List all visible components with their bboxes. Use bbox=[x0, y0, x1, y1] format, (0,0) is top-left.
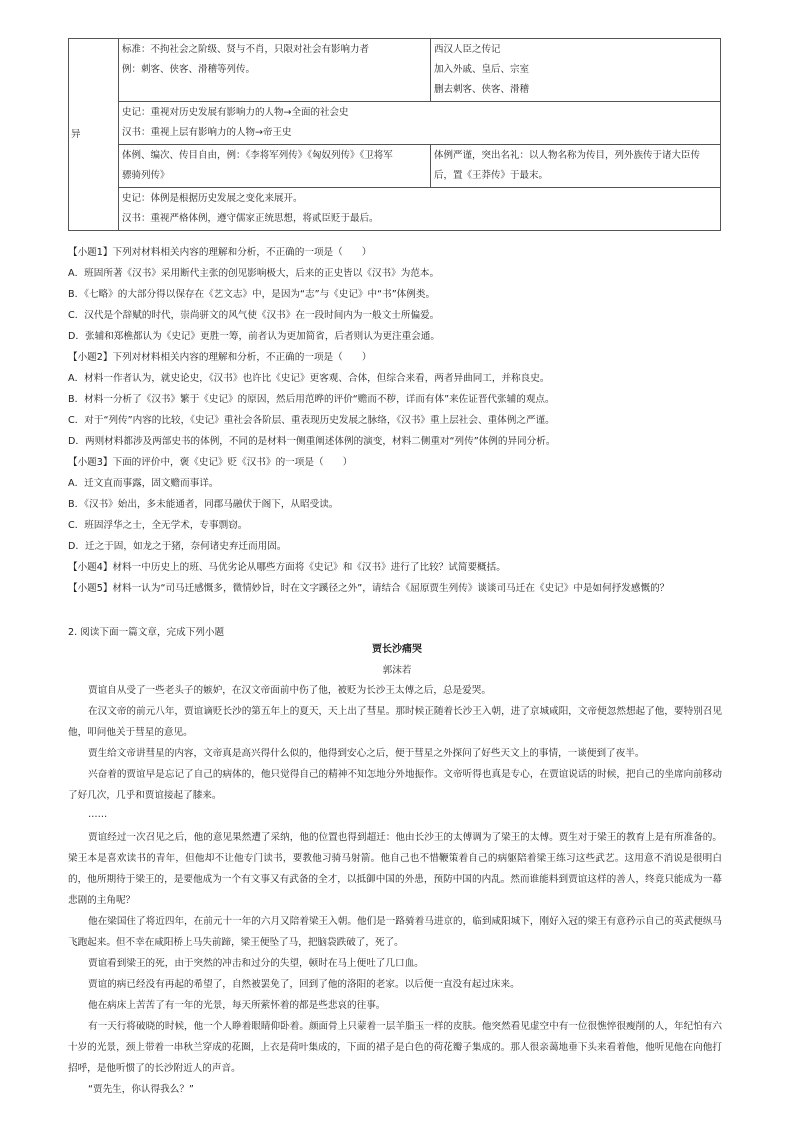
option-line: A．班固所著《汉书》采用断代主张的创见影响极大，后来的正史皆以《汉书》为范本。 bbox=[68, 268, 440, 279]
paragraph: 贾谊经过一次召见之后，他的意见果然遭了采纳，他的位置也得到超迁：他由长沙王的太傅调为了梁王的太傅。贾生对于梁王的教育上是有所准备的。梁王本是喜欢读书的青年，但他却不让他专门读书，要教他习骑马射箭。他自己也不惜鞭策着自己的病躯陪着梁王练习这些武艺。这用意不消说是很明白的，他所期待于梁王的，是要他成为一个有文事又有武备的全才，以抵御中国的外患，预防中国的内乱。然而谁能料到贾谊这样的善人，终竟只能成为一幕悲剧的主角呢？ bbox=[68, 832, 722, 906]
option-line: D．两则材料都涉及两部史书的体例，不同的是材料一侧重阐述体例的演变，材料二侧重对“列传”体例的异同分析。 bbox=[68, 436, 556, 447]
option-line: C．对于“列传”内容的比较，《史记》重社会各阶层、重表现历史发展之脉络，《汉书》重上层社会、重体例之严谨。 bbox=[68, 415, 555, 426]
paragraph: 兴奋着的贾谊早是忘记了自己的病体的，他只觉得自己的精神不知怎地分外地振作。文帝听得也真是专心，在贾谊说话的时候，把自己的坐席向前移动了好几次，几乎和贾谊接起了膝来。 bbox=[68, 769, 722, 801]
table-row bbox=[69, 39, 721, 102]
paragraph: 贾谊自从受了一些老头子的嫉妒，在汉文帝面前中伤了他，被贬为长沙王太傅之后，总是爱哭。 bbox=[88, 685, 491, 696]
question-stem-1: 【小题1】下列对材料相关内容的理解和分析，不正确的一项是（ ） bbox=[68, 247, 372, 258]
article-author: 郭沫若 bbox=[382, 665, 412, 676]
option-line: B．《七略》的大部分得以保存在《艺文志》中，是因为“志”与《史记》中“书”体例类。 bbox=[68, 289, 436, 300]
section-heading: 2. 阅读下面一篇文章，完成下列小题 bbox=[68, 627, 225, 638]
option-line: C．汉代是个辞赋的时代，崇尚骈文的风气使《汉书》在一段时间内为一般文士所偏爱。 bbox=[68, 310, 440, 321]
paragraph: 在汉文帝的前元八年，贾谊谪贬长沙的第五年上的夏天，天上出了彗星。那时候正随着长沙王入朝，进了京城咸阳，文帝便忽然想起了他，要特别召见他，叩问他关于彗星的意见。 bbox=[68, 706, 722, 738]
row-label: 异 bbox=[69, 39, 119, 231]
ellipsis: …… bbox=[88, 809, 108, 820]
paragraph: 有一天行将破晓的时候，他一个人睁着眼睛仰卧着。颜面骨上只蒙着一层羊脂玉一样的皮肤。他突然看见虚空中有一位很憔悴很瘦削的人，年纪怕有六十岁的光景，颈上带着一串秋兰穿成的花圈，上衣是荷叶集成的，下面的裙子是白色的荷花瓣子集成的。那人很亲蔼地垂下头来看着他，他听见他在向他打招呼，是他听惯了的长沙附近人的声音。 bbox=[68, 1021, 722, 1074]
option-line: B．材料一分析了《汉书》繁于《史记》的原因，然后用范晔的评价“赡而不秽，详而有体”来佐证晋代张辅的观点。 bbox=[68, 394, 555, 405]
paragraph: 他在梁国住了将近四年，在前元十一年的六月又陪着梁王入朝。他们是一路骑着马进京的，临到咸阳城下，刚好入冠的梁王有意矜示自己的英武便纵马飞跑起来。但不幸在咸阳桥上马失前蹄，梁王便坠了马，把脑袋跌破了，死了。 bbox=[68, 916, 722, 948]
question-stem-3: 【小题3】下面的评价中，褒《史记》贬《汉书》的一项是（ ） bbox=[68, 457, 353, 468]
paragraph: 贾生给文帝讲彗星的内容，文帝真是高兴得什么似的，他得到安心之后，便于彗星之外探问了好些天文上的事情，一谈便到了夜半。 bbox=[88, 748, 645, 759]
table-cell: 体例严谨，突出名礼：以人物名称为传目，列外族传于诸大臣传 后，置《王莽传》于最末。 bbox=[431, 145, 721, 188]
question-stem-5: 【小题5】材料一认为“司马迁感慨多，微情妙旨，时在文字蹊径之外”，请结合《屈原贾生列传》谈谈司马迁在《史记》中是如何抒发感慨的？ bbox=[68, 583, 670, 594]
article-title: 贾长沙痛哭 bbox=[372, 644, 422, 655]
option-line: C．班固浮华之士，全无学术，专事剽窃。 bbox=[68, 520, 248, 531]
table-cell: 体例、编次、传目自由，例：《李将军列传》《匈奴列传》《卫将军 骠骑列传》 bbox=[119, 145, 431, 188]
option-line: D．迁之于固，如龙之于猪，奈何诸史弃迁而用固。 bbox=[68, 541, 287, 552]
paragraph: “贾先生，你认得我么？” bbox=[88, 1084, 194, 1095]
comparison-table bbox=[68, 38, 721, 231]
table-cell: 史记：重视对历史发展有影响力的人物→全面的社会史 汉书：重视上层有影响力的人物→帝王史 bbox=[119, 102, 721, 145]
table-row bbox=[69, 102, 721, 145]
question-stem-2: 【小题2】下列对材料相关内容的理解和分析，不正确的一项是（ ） bbox=[68, 352, 372, 363]
table-cell: 史记：体例是根据历史发展之变化来展开。 汉书：重视严格体例，遵守儒家正统思想，将贰臣贬于最后。 bbox=[119, 188, 721, 231]
option-line: A．迁文直而事露，固文赡而事详。 bbox=[68, 478, 219, 489]
paragraph: 贾谊的病已经没有再起的希望了，自然被罢免了，回到了他的洛阳的老家。以后便一直没有起过床来。 bbox=[88, 979, 520, 990]
option-line: B．《汉书》始出，多未能通者，同郡马融伏于阁下，从昭受读。 bbox=[68, 499, 339, 510]
table-row bbox=[69, 188, 721, 231]
paragraph: 他在病床上苦苦了有一年的光景，每天所萦怀着的都是些悲哀的往事。 bbox=[88, 1000, 386, 1011]
option-line: D．张辅和郑樵都认为《史记》更胜一筹，前者认为更加简省，后者则认为更注重会通。 bbox=[68, 331, 440, 342]
table-cell: 西汉人臣之传记 加入外戚、皇后、宗室 删去刺客、侠客、滑稽 bbox=[431, 39, 721, 102]
question-stem-4: 【小题4】材料一中历史上的班、马优劣论从哪些方面将《史记》和《汉书》进行了比较？试简要概括。 bbox=[68, 562, 506, 573]
table-row bbox=[69, 145, 721, 188]
paragraph: 贾谊看到梁王的死，由于突然的冲击和过分的失望，顿时在马上便吐了几口血。 bbox=[88, 958, 424, 969]
table-cell: 标准：不拘社会之阶级、贤与不肖，只限对社会有影响力者 例：刺客、侠客、滑稽等列传。 bbox=[119, 39, 431, 102]
option-line: A．材料一作者认为，就史论史，《汉书》也许比《史记》更客观、合体，但综合来看，两者异曲同工，并称良史。 bbox=[68, 373, 550, 384]
